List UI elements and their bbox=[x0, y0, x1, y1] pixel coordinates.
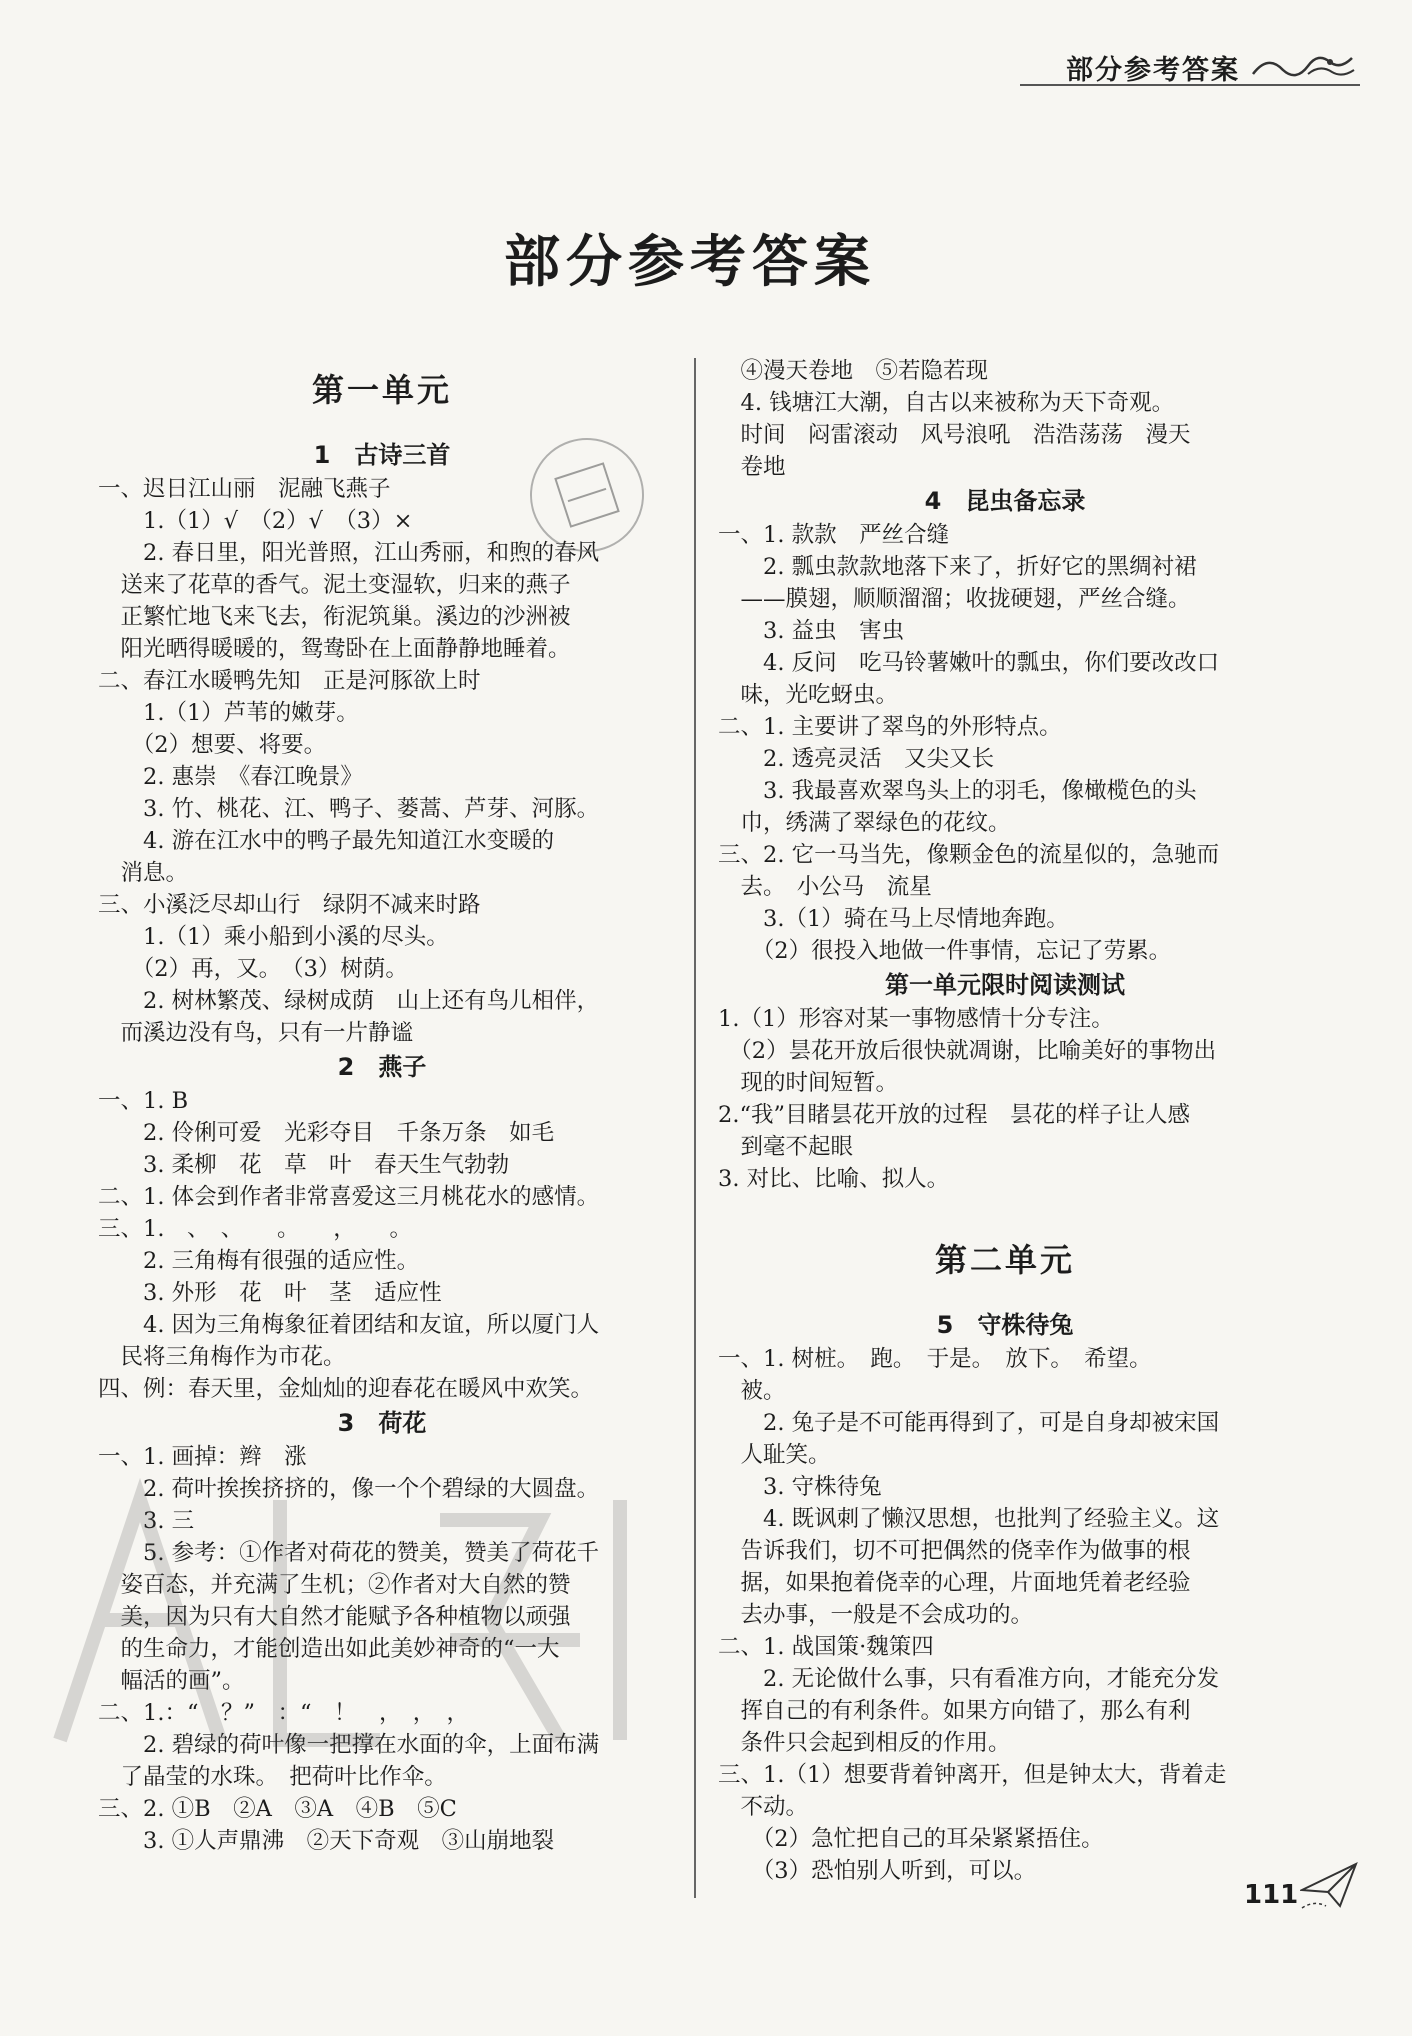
answer-line: 3. 对比、比喻、拟人。 bbox=[718, 1166, 950, 1192]
wave-ornament-icon bbox=[1248, 44, 1358, 84]
answer-line: （3）恐怕别人听到，可以。 bbox=[718, 1858, 1037, 1884]
unit-title: 第二单元 bbox=[934, 1241, 1075, 1279]
answer-line: 美，因为只有大自然才能赋予各种植物以顽强 bbox=[98, 1604, 571, 1630]
answer-line: 二、1. 体会到作者非常喜爱这三月桃花水的感情。 bbox=[98, 1184, 600, 1210]
answer-line: 三、2. 它一马当先，像颗金色的流星似的，急驰而 bbox=[718, 842, 1220, 868]
lesson-title: 4 昆虫备忘录 bbox=[924, 487, 1086, 515]
answer-line: 民将三角梅作为市花。 bbox=[98, 1344, 346, 1370]
answer-line: （2）再，又。 （3）树荫。 bbox=[98, 956, 408, 982]
page-number: 111 bbox=[1244, 1880, 1299, 1910]
lesson-title: 3 荷花 bbox=[337, 1409, 427, 1437]
answer-line: 二、1. 战国策·魏策四 bbox=[718, 1634, 934, 1660]
lesson-title: 1 古诗三首 bbox=[313, 441, 451, 469]
answer-line: 去办事，一般是不会成功的。 bbox=[718, 1602, 1034, 1628]
answer-line: 一、迟日江山丽 泥融飞燕子 bbox=[98, 476, 391, 502]
answer-line: ④漫天卷地 ⑤若隐若现 bbox=[718, 358, 989, 384]
answer-line: 而溪边没有鸟，只有一片静谧 bbox=[98, 1020, 414, 1046]
answer-line: 人耻笑。 bbox=[718, 1442, 831, 1468]
answer-line: 3. 外形 花 叶 茎 适应性 bbox=[98, 1280, 442, 1306]
answer-line: 到毫不起眼 bbox=[718, 1134, 854, 1160]
lesson-title: 第一单元限时阅读测试 bbox=[885, 971, 1125, 999]
answer-line: 送来了花草的香气。泥土变湿软，归来的燕子 bbox=[98, 572, 571, 598]
paper-plane-icon bbox=[1300, 1860, 1358, 1910]
answer-line: 不动。 bbox=[718, 1794, 809, 1820]
answer-line: 正繁忙地飞来飞去，衔泥筑巢。溪边的沙洲被 bbox=[98, 604, 571, 630]
answer-line: 一、1. 款款 严丝合缝 bbox=[718, 522, 950, 548]
answer-line: 5. 参考：①作者对荷花的赞美，赞美了荷花千 bbox=[98, 1540, 600, 1566]
answer-line: 2. 无论做什么事，只有看准方向，才能充分发 bbox=[718, 1666, 1220, 1692]
answer-line: 四、例：春天里，金灿灿的迎春花在暖风中欢笑。 bbox=[98, 1376, 594, 1402]
answer-line: 2. 三角梅有很强的适应性。 bbox=[98, 1248, 420, 1274]
answer-line: 条件只会起到相反的作用。 bbox=[718, 1730, 1011, 1756]
answer-line: 1.（1）√ （2）√ （3）× bbox=[98, 508, 413, 534]
answer-line: 4. 游在江水中的鸭子最先知道江水变暖的 bbox=[98, 828, 555, 854]
answer-line: 2.“我”目睹昙花开放的过程 昙花的样子让人感 bbox=[718, 1102, 1190, 1128]
answer-line: 三、小溪泛尽却山行 绿阴不减来时路 bbox=[98, 892, 481, 918]
unit-title: 第一单元 bbox=[311, 371, 452, 409]
answer-line: 4. 因为三角梅象征着团结和友谊，所以厦门人 bbox=[98, 1312, 600, 1338]
spacer bbox=[718, 1195, 1292, 1225]
answer-line: 的生命力，才能创造出如此美妙神奇的“一大 bbox=[98, 1636, 560, 1662]
right-column bbox=[718, 355, 1292, 1887]
answer-line: 1.（1）芦苇的嫩芽。 bbox=[98, 700, 359, 726]
spacer bbox=[718, 1295, 1292, 1307]
answer-line: 2. 伶俐可爱 光彩夺目 千条万条 如毛 bbox=[98, 1120, 555, 1146]
answer-line: 阳光晒得暖暖的，鸳鸯卧在上面静静地睡着。 bbox=[98, 636, 571, 662]
answer-line: 4. 钱塘江大潮，自古以来被称为天下奇观。 bbox=[718, 390, 1175, 416]
answer-line: 3.（1）骑在马上尽情地奔跑。 bbox=[718, 906, 1069, 932]
answer-line: 味，光吃蚜虫。 bbox=[718, 682, 899, 708]
answer-line: 2. 树林繁茂、绿树成荫 山上还有鸟儿相伴， bbox=[98, 988, 600, 1014]
spacer bbox=[98, 425, 666, 437]
answer-line: 消息。 bbox=[98, 860, 189, 886]
answer-line: 3. 柔柳 花 草 叶 春天生气勃勃 bbox=[98, 1152, 510, 1178]
lesson-title: 5 守株待兔 bbox=[936, 1311, 1074, 1339]
answer-line: 被。 bbox=[718, 1378, 786, 1404]
answer-line: 2. 春日里，阳光普照，江山秀丽，和煦的春风 bbox=[98, 540, 600, 566]
answer-line: 2. 惠崇 《春江晚景》 bbox=[98, 764, 363, 790]
answer-line: 3. 益虫 害虫 bbox=[718, 618, 905, 644]
answer-line: 2. 透亮灵活 又尖又长 bbox=[718, 746, 995, 772]
answer-line: 3. 三 bbox=[98, 1508, 195, 1534]
answer-line: 2. 荷叶挨挨挤挤的，像一个个碧绿的大圆盘。 bbox=[98, 1476, 600, 1502]
answer-line: 3. 守株待兔 bbox=[718, 1474, 882, 1500]
answer-line: 姿百态，并充满了生机；②作者对大自然的赞 bbox=[98, 1572, 571, 1598]
answer-line: 巾，绣满了翠绿色的花纹。 bbox=[718, 810, 1011, 836]
lesson-title: 2 燕子 bbox=[337, 1053, 427, 1081]
answer-line: 一、1. B bbox=[98, 1088, 189, 1114]
answer-line: （2）急忙把自己的耳朵紧紧捂住。 bbox=[718, 1826, 1104, 1852]
answer-line: 时间 闷雷滚动 风号浪吼 浩浩荡荡 漫天 bbox=[718, 422, 1191, 448]
answer-line: 二、1. 主要讲了翠鸟的外形特点。 bbox=[718, 714, 1062, 740]
answer-line: 2. 瓢虫款款地落下来了，折好它的黑绸衬裙 bbox=[718, 554, 1197, 580]
answer-line: 1.（1）乘小船到小溪的尽头。 bbox=[98, 924, 449, 950]
answer-line: 3. ①人声鼎沸 ②天下奇观 ③山崩地裂 bbox=[98, 1828, 555, 1854]
answer-line: 2. 碧绿的荷叶像一把撑在水面的伞，上面布满 bbox=[98, 1732, 600, 1758]
answer-line: 去。 小公马 流星 bbox=[718, 874, 932, 900]
answer-line: 三、1. 、 、 。 ， 。 bbox=[98, 1216, 412, 1242]
answer-line: 一、1. 树桩。 跑。 于是。 放下。 希望。 bbox=[718, 1346, 1152, 1372]
answer-line: 了晶莹的水珠。 把荷叶比作伞。 bbox=[98, 1764, 447, 1790]
answer-line: （2）想要、将要。 bbox=[98, 732, 327, 758]
answer-line: 2. 兔子是不可能再得到了，可是自身却被宋国 bbox=[718, 1410, 1220, 1436]
answer-line: 幅活的画”。 bbox=[98, 1668, 245, 1694]
answer-line: （2）昙花开放后很快就凋谢，比喻美好的事物出 bbox=[718, 1038, 1217, 1064]
answer-line: 一、1. 画掉：辫 涨 bbox=[98, 1444, 307, 1470]
answer-line: 3. 我最喜欢翠鸟头上的羽毛，像橄榄色的头 bbox=[718, 778, 1197, 804]
answer-line: 卷地 bbox=[718, 454, 786, 480]
answer-line: 1.（1）形容对某一事物感情十分专注。 bbox=[718, 1006, 1114, 1032]
answer-line: ——膜翅，顺顺溜溜；收拢硬翅，严丝合缝。 bbox=[718, 586, 1191, 612]
answer-line: 据，如果抱着侥幸的心理，片面地凭着老经验 bbox=[718, 1570, 1191, 1596]
running-header-title: 部分参考答案 bbox=[1066, 55, 1240, 86]
answer-line: 4. 既讽刺了懒汉思想，也批判了经验主义。这 bbox=[718, 1506, 1220, 1532]
answer-line: 二、春江水暖鸭先知 正是河豚欲上时 bbox=[98, 668, 481, 694]
answer-line: 三、2. ①B ②A ③A ④B ⑤C bbox=[98, 1796, 457, 1822]
answer-line: 4. 反问 吃马铃薯嫩叶的瓢虫，你们要改改口 bbox=[718, 650, 1220, 676]
answer-line: 三、1.（1）想要背着钟离开，但是钟太大，背着走 bbox=[718, 1762, 1227, 1788]
answer-line: （2）很投入地做一件事情，忘记了劳累。 bbox=[718, 938, 1172, 964]
watermark-icon bbox=[20, 1440, 700, 1770]
header-rule bbox=[1020, 84, 1360, 86]
page-title: 部分参考答案 bbox=[504, 230, 876, 295]
answer-line: 现的时间短暂。 bbox=[718, 1070, 899, 1096]
answer-line: 告诉我们，切不可把偶然的侥幸作为做事的根 bbox=[718, 1538, 1191, 1564]
answer-line: 二、1.：“ ？” ：“ ！ ， ， ， bbox=[98, 1700, 469, 1726]
answer-line: 3. 竹、桃花、江、鸭子、蒌蒿、芦芽、河豚。 bbox=[98, 796, 600, 822]
answer-line: 挥自己的有利条件。如果方向错了，那么有利 bbox=[718, 1698, 1191, 1724]
